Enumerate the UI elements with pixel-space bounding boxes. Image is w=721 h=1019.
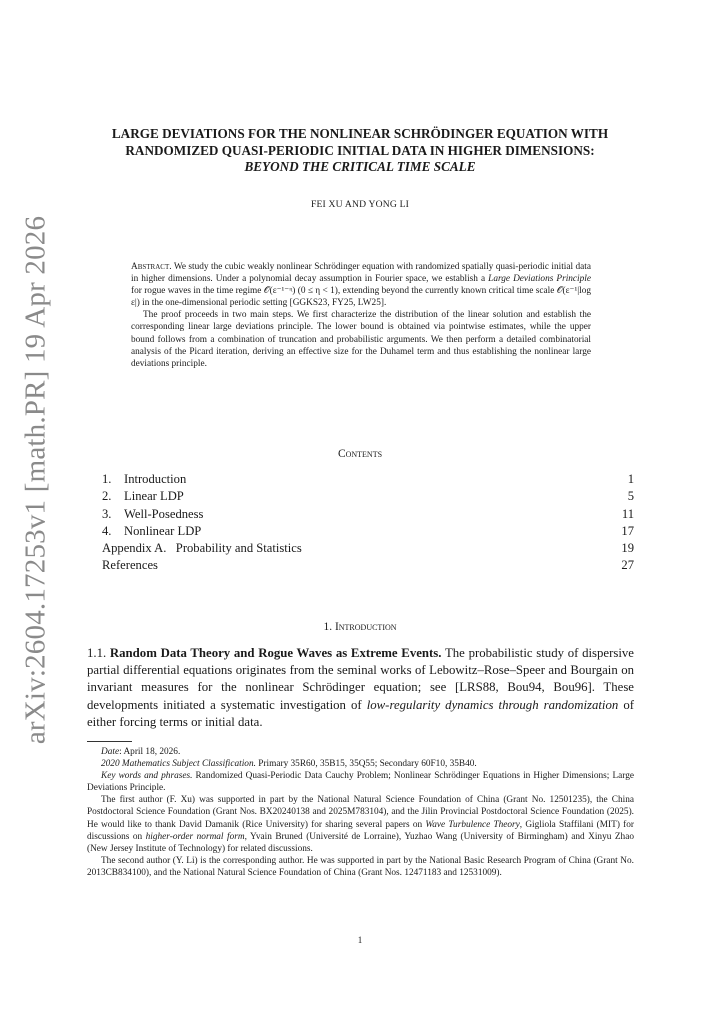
footnote-ack-second-author: The second author (Y. Li) is the corresponding author. He was supported in part by the National Basic Research Program of China (Grant No. 2013CB834100), and the National Natural Science Foundation of China (Grant Nos. 12471183 and 12531009). [87,855,634,878]
keywords-text: Randomized Quasi-Periodic Data Cauchy Problem; Nonlinear Schrödinger Equations in Higher Dimensions; Large Deviations Principle. [87,771,634,794]
footnote-ack-first-author [87,794,634,854]
title-line-3: BEYOND THE CRITICAL TIME SCALE [244,159,476,174]
abstract-label: Abstract. [131,262,172,272]
toc-entry-page: 19 [621,541,634,556]
toc-entry-page: 17 [621,523,634,538]
toc-entry-page: 5 [627,489,634,504]
section-title: Introduction [334,621,397,633]
arxiv-identifier-stamp: arXiv:2604.17253v1 [math.PR] 19 Apr 2026 [19,215,52,745]
toc-entry-page: 11 [621,506,634,521]
footnote-msc [87,758,634,770]
introduction-body [87,645,634,731]
toc-entry-number: 3. [102,506,112,521]
toc-entry-label: Linear LDP [124,489,184,504]
abstract-text-a: We study the cubic weakly nonlinear Schrödinger equation with randomized spatially quasi-periodic initial data in higher dimensions. Under a polynomial decay assumption in Fourier space, we establish a [131,262,591,285]
toc-entry-label: References [102,558,158,573]
abstract-emphasis: Large Deviations Principle [488,274,591,285]
abstract-paragraph-2: The proof proceeds in two main steps. We first characterize the distribution of the linear solution and establish the corresponding linear large deviations principle. The lower bound is obtained via pointwise estimates, while the upper bound follows from a combination of truncation and probabilistic arguments. We then perform a detailed combinatorial analysis of the Picard iteration, deriving an effective size for the Duhamel term and thus establishing the nonlinear large deviations principle. [131,310,591,369]
ack1-text-a: The first author (F. Xu) was supported in part by the National Natural Science Foundation of China (Grant No. 12501235), the China Postdoctoral Science Foundation (Grant Nos. BX20240138 and 2025M783104), and the Jilin Provincial Postdoctoral Science Foundation (2025). He would like to thank David Damanik (Rice University) for sharing several papers on [87,795,634,830]
toc-entry-label: Well-Posedness [124,506,204,521]
toc-entry-number: 2. [102,489,112,504]
page-number: 1 [357,935,363,945]
subsection-title: Random Data Theory and Rogue Waves as Extreme Events. [109,646,442,660]
msc-label: 2020 Mathematics Subject Classification. [101,759,256,770]
ack1-text-c: , Yvain Bruned (Université de Lorraine), Yuzhao Wang (University of Birmingham) and Xinyu Zhao (New Jersey Institute of Technology) for related discussions. [87,831,634,854]
msc-text: Primary 35R60, 35B15, 35Q55; Secondary 60F10, 35B40. [255,759,477,770]
date-label: Date [101,747,120,757]
footnote-separator [87,741,132,742]
author-list: FEI XU AND YONG LI [310,199,410,210]
footnote-date [87,746,634,758]
toc-entry-label: Appendix A. Probability and Statistics [102,541,302,556]
toc-entry-label: Introduction [124,472,187,486]
toc-entry-number: 1. [102,472,112,486]
footnotes [87,746,634,879]
toc-entry-nonlinear-ldp[interactable] [102,524,634,541]
abstract [131,261,591,370]
toc-entry-references[interactable] [102,558,634,575]
toc-entry-label: Nonlinear LDP [124,523,202,538]
intro-emphasis: low-regularity dynamics through randomization [366,697,619,712]
date-text: : April 18, 2026. [119,747,181,757]
intro-paragraph [87,645,634,731]
paper-title [90,126,630,176]
intro-text-a: The probabilistic study of dispersive partial differential equations originates from the seminal works of Lebowitz–Rose–Speer and Bourgain on invariant measures for the nonlinear Schrödinger equation; see [LRS88, Bou94, Bou96]. These developments initiated a systematic investigation of [87,646,634,712]
toc-entry-linear-ldp[interactable] [102,489,634,506]
subsection-number: 1.1. [87,646,107,660]
toc-entry-appendix-a[interactable] [102,541,634,558]
keywords-label: Key words and phrases. [101,771,193,782]
ack1-text-b: , Gigliola Staffilani (MIT) for discussions on [87,819,634,842]
footnote-keywords [87,770,634,794]
title-line-1: LARGE DEVIATIONS FOR THE NONLINEAR SCHRÖDINGER EQUATION WITH [111,126,609,141]
toc-entry-number: 4. [102,523,112,538]
table-of-contents [102,472,634,576]
toc-entry-page: 1 [627,472,634,486]
section-number: 1. [323,621,333,633]
toc-entry-well-posedness[interactable] [102,507,634,524]
toc-entry-page: 27 [621,558,634,573]
toc-entry-introduction[interactable] [102,472,634,489]
intro-text-b: of either forcing terms or initial data. [87,697,634,729]
section-heading [90,621,630,633]
ack1-emphasis-2: higher-order normal form [145,831,245,842]
abstract-paragraph-1 [131,261,591,309]
contents-heading: Contents [337,448,383,460]
ack1-emphasis-1: Wave Turbulence Theory [425,819,520,830]
abstract-text-b: for rogue waves in the time regime 𝒪(ε⁻¹⁻ᶯ) (0 ≤ η < 1), extending beyond the currently known critical time scale 𝒪(ε⁻¹|log ε|) in the one-dimensional periodic setting [GGKS23, FY25, LW25]. [131,286,591,309]
title-line-2: RANDOMIZED QUASI-PERIODIC INITIAL DATA IN HIGHER DIMENSIONS: [125,142,595,158]
